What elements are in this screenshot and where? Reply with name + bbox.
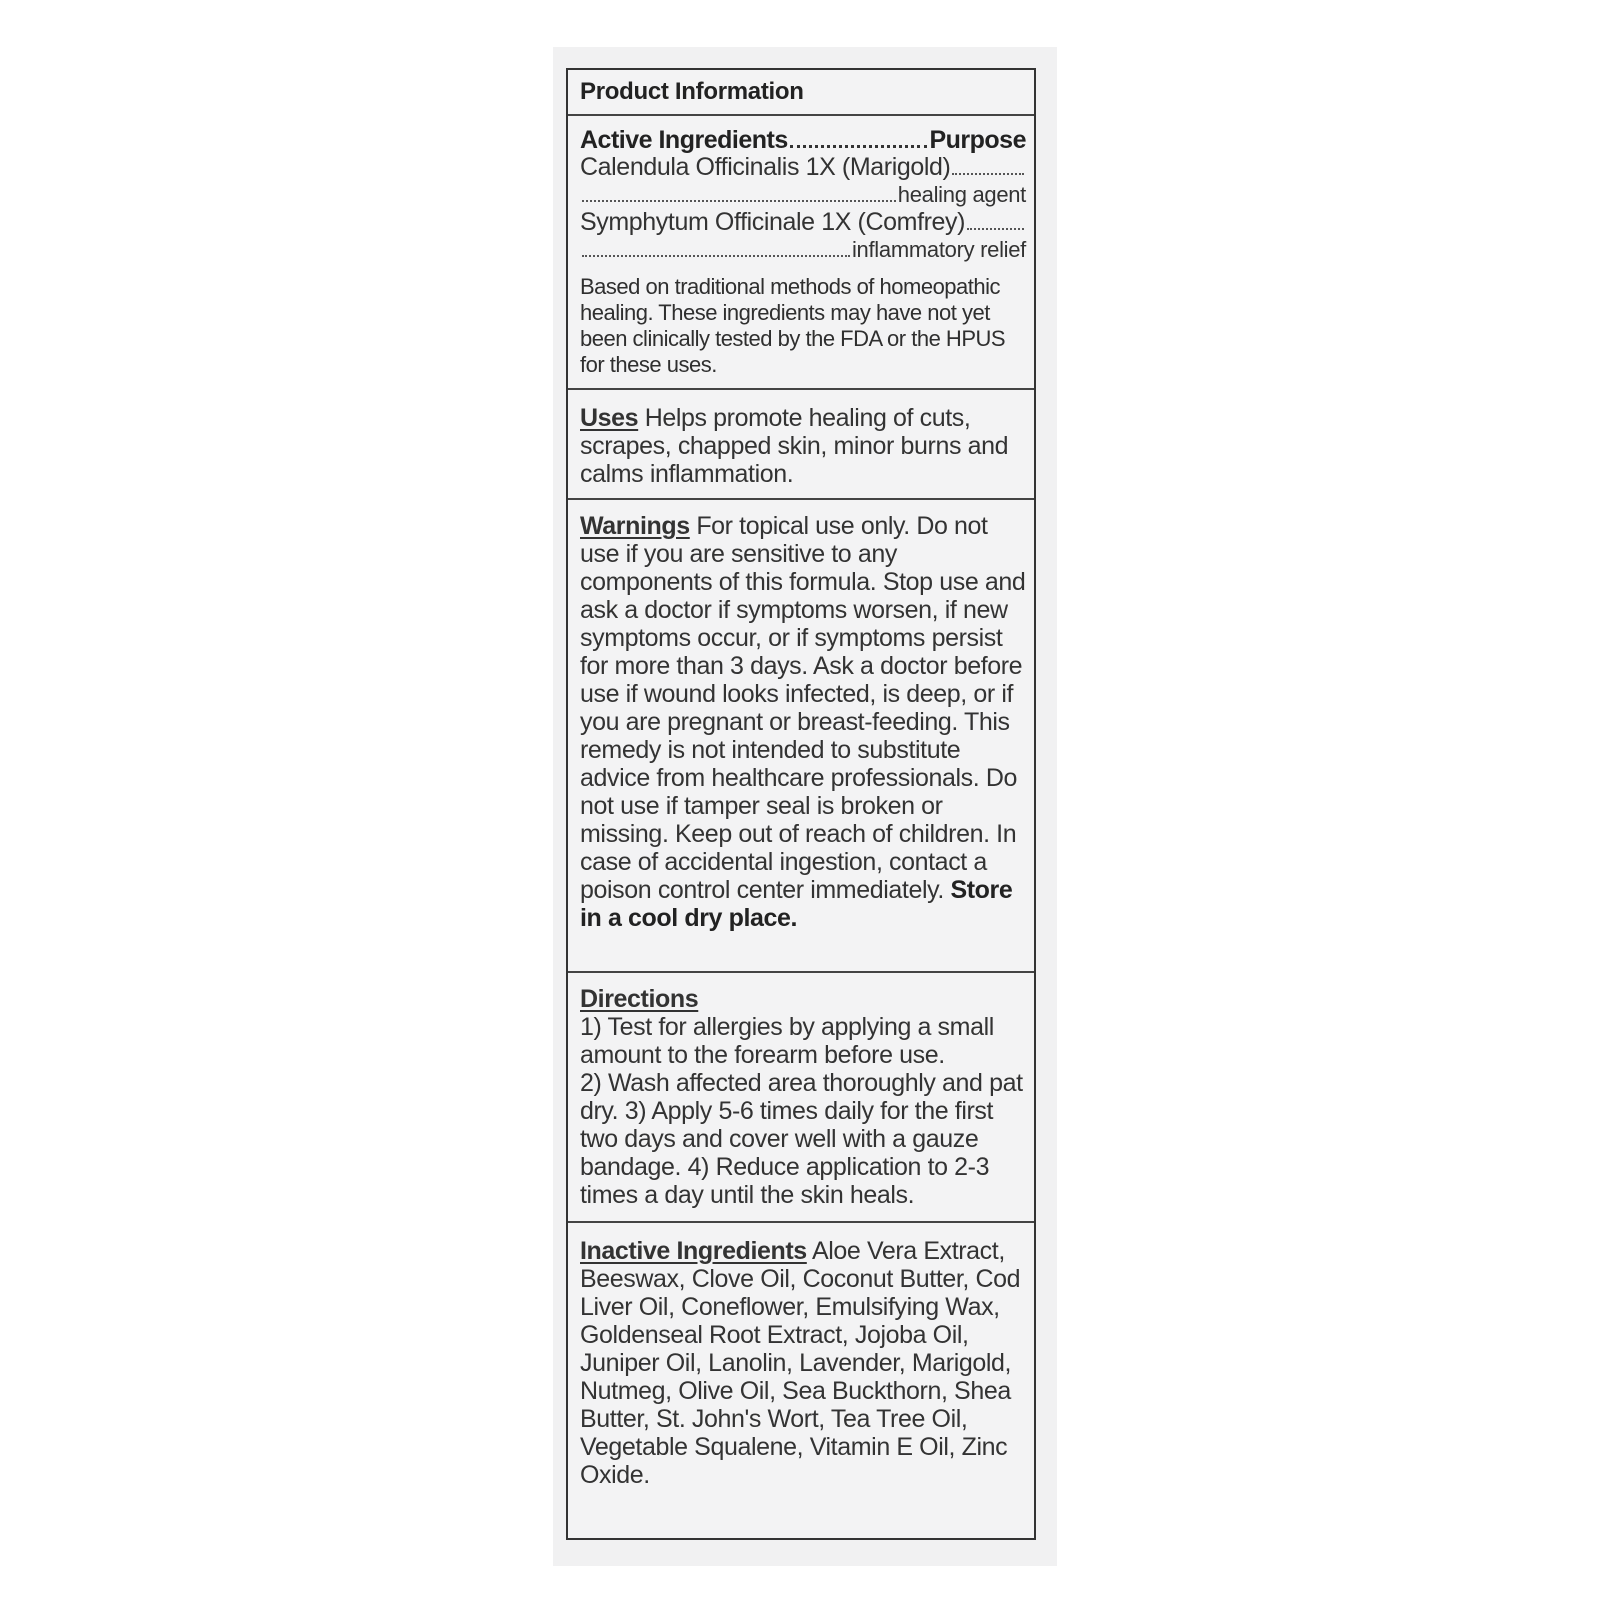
inactive-ingredients-heading: Inactive Ingredients xyxy=(580,1237,807,1265)
homeopathic-note: Based on traditional methods of homeopathic healing. These ingredients may have not yet been clinically tested by the FDA or the HPUS for these uses. xyxy=(580,274,1006,377)
inactive-ingredients-section xyxy=(568,1223,1034,1538)
dot-leader xyxy=(582,200,896,202)
dot-leader xyxy=(582,255,850,257)
ingredient-name: Symphytum Officinale 1X (Comfrey) xyxy=(580,208,966,236)
directions-paragraph xyxy=(580,985,1026,1209)
directions-steps-2-4: 2) Wash affected area thoroughly and pat dry. 3) Apply 5-6 times daily for the first two days and cover well with a gauze bandage. 4) Reduce application to 2-3 times a day until the skin heals. xyxy=(580,1069,1023,1209)
ingredient-purpose: inflammatory relief xyxy=(851,237,1026,262)
purpose-heading: Purpose xyxy=(929,126,1026,154)
warnings-section xyxy=(568,500,1034,973)
product-information-title: Product Information xyxy=(580,78,804,105)
inactive-ingredients-text: Aloe Vera Extract, Beeswax, Clove Oil, Coconut Butter, Cod Liver Oil, Coneflower, Emulsifying Wax, Goldenseal Root Extract, Jojoba Oil, Juniper Oil, Lanolin, Lavender, Marigold, Nutmeg, Olive Oil, Sea Buckthorn, Shea Butter, St. John's Wort, Tea Tree Oil, Vegetable Squalene, Vitamin E Oil, Zinc Oxide. xyxy=(580,1237,1021,1489)
active-ingredients-header xyxy=(580,126,1026,154)
uses-paragraph xyxy=(580,404,1026,488)
dot-leader xyxy=(790,145,928,148)
active-ingredients-section xyxy=(568,116,1034,390)
ingredient-purpose-row xyxy=(580,181,1026,209)
warnings-paragraph xyxy=(580,512,1026,932)
directions-step-1: 1) Test for allergies by applying a small amount to the forearm before use. xyxy=(580,1013,994,1069)
warnings-text: For topical use only. Do not use if you are sensitive to any components of this formula. Stop use and ask a doctor if symptoms worsen, if new symptoms occur, or if symptoms persist for more than 3 days. Ask a doctor before use if wound looks infected, is deep, or if you are pregnant or breast-feeding. This remedy is not intended to substitute advice from healthcare professionals. Do not use if tamper seal is broken or missing. Keep out of reach of children. In case of accidental ingestion, contact a poison control center immediately. xyxy=(580,512,1026,904)
active-ingredients-heading: Active Ingredients xyxy=(580,126,788,154)
ingredient-purpose-row xyxy=(580,236,1026,264)
uses-section xyxy=(568,390,1034,500)
dot-leader xyxy=(952,173,1024,175)
ingredient-purpose: healing agent xyxy=(897,182,1026,207)
inactive-ingredients-paragraph xyxy=(580,1237,1026,1489)
title-section xyxy=(568,70,1034,116)
product-information-box xyxy=(566,68,1036,1540)
warnings-heading: Warnings xyxy=(580,512,690,540)
uses-text: Helps promote healing of cuts, scrapes, chapped skin, minor burns and calms inflammation. xyxy=(580,404,1009,488)
uses-heading: Uses xyxy=(580,404,639,432)
ingredient-name: Calendula Officinalis 1X (Marigold) xyxy=(580,153,951,181)
directions-section xyxy=(568,973,1034,1223)
ingredient-row xyxy=(580,154,1026,181)
directions-heading: Directions xyxy=(580,985,699,1013)
storage-instruction: Store in a cool dry place. xyxy=(580,876,1013,932)
dot-leader xyxy=(967,228,1024,230)
ingredient-row xyxy=(580,209,1026,236)
